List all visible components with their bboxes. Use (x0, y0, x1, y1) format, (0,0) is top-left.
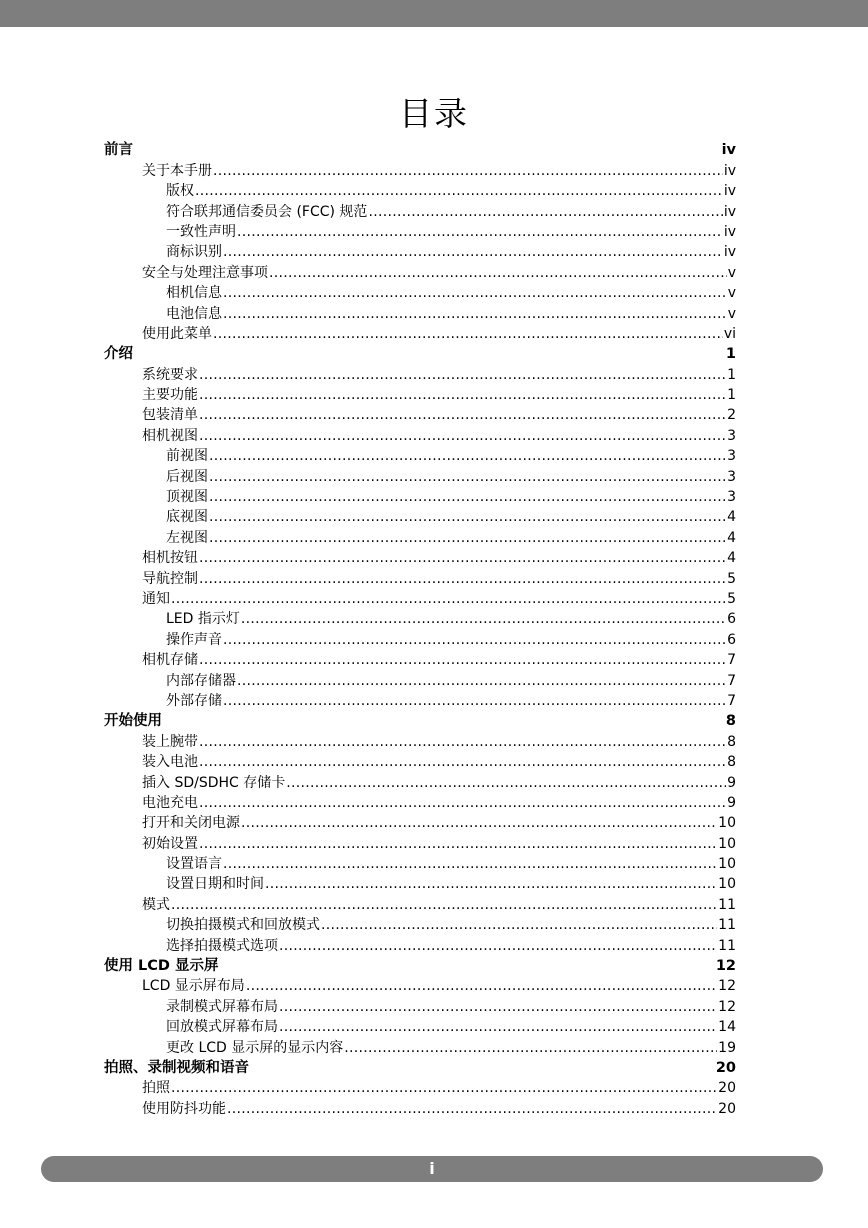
toc-entry-page: 1 (725, 346, 736, 363)
toc-entry-label: 左视图 (166, 529, 208, 546)
toc-entry-label: 选择拍摄模式选项 (166, 937, 278, 954)
toc-leader-dots (213, 161, 723, 181)
toc-entry[interactable] (104, 527, 736, 547)
toc-entry-page: 12 (718, 978, 736, 995)
toc-leader-dots (213, 324, 723, 344)
toc-entry[interactable] (104, 670, 736, 690)
toc-entry-page: 12 (715, 958, 736, 975)
toc-entry-label: 开始使用 (104, 713, 162, 730)
toc-entry[interactable] (104, 324, 736, 344)
toc-entry[interactable] (104, 568, 736, 588)
toc-entry-page: 5 (727, 570, 736, 587)
toc-leader-dots (209, 487, 726, 507)
toc-entry-label: 主要功能 (142, 387, 198, 404)
toc-leader-dots (134, 140, 721, 160)
table-of-contents (104, 140, 736, 1119)
toc-leader-dots (223, 854, 717, 874)
toc-leader-dots (171, 589, 726, 609)
toc-entry-page: 3 (727, 489, 736, 506)
toc-entry-label: 内部存储器 (166, 672, 236, 689)
toc-entry-page: 7 (727, 692, 736, 709)
toc-entry-label: 前视图 (166, 448, 208, 465)
toc-entry-label: 打开和关闭电源 (142, 815, 240, 832)
toc-entry-page: iv (723, 223, 736, 240)
toc-entry-label: 设置语言 (166, 856, 222, 873)
toc-leader-dots (199, 752, 726, 772)
toc-leader-dots (199, 426, 726, 446)
toc-leader-dots (209, 446, 726, 466)
toc-entry[interactable] (104, 731, 736, 751)
toc-entry-page: 4 (727, 509, 736, 526)
toc-entry-label: 符合联邦通信委员会 (FCC) 规范 (166, 203, 368, 220)
toc-leader-dots (321, 915, 717, 935)
toc-entry-label: 相机按钮 (142, 550, 198, 567)
toc-entry[interactable] (104, 405, 736, 425)
toc-leader-dots (199, 569, 726, 589)
toc-entry-page: 8 (727, 754, 736, 771)
toc-entry[interactable] (104, 793, 736, 813)
toc-entry-page: vi (723, 325, 736, 342)
toc-entry-page: 11 (718, 937, 736, 954)
toc-leader-dots (237, 671, 726, 691)
toc-entry-label: 回放模式屏幕布局 (166, 1019, 278, 1036)
toc-entry-label: 模式 (142, 896, 170, 913)
toc-entry-page: 6 (727, 611, 736, 628)
page-number-bar (41, 1156, 823, 1182)
toc-entry[interactable] (104, 425, 736, 445)
toc-leader-dots (163, 711, 725, 731)
toc-entry-page: 10 (718, 876, 736, 893)
toc-entry-page: v (727, 285, 736, 302)
toc-entry-page: 3 (727, 427, 736, 444)
toc-entry[interactable] (104, 466, 736, 486)
toc-entry-label: LED 指示灯 (166, 611, 240, 628)
toc-entry-label: 后视图 (166, 468, 208, 485)
toc-chapter-entry[interactable] (104, 1058, 736, 1078)
toc-leader-dots (241, 813, 717, 833)
toc-leader-dots (286, 773, 726, 793)
toc-entry-label: 使用 LCD 显示屏 (104, 958, 219, 975)
toc-entry-label: 导航控制 (142, 570, 198, 587)
toc-entry[interactable] (104, 935, 736, 955)
toc-leader-dots (199, 650, 726, 670)
toc-entry-page: 7 (727, 672, 736, 689)
toc-entry[interactable] (104, 507, 736, 527)
toc-entry[interactable] (104, 242, 736, 262)
toc-entry-page: 4 (727, 529, 736, 546)
toc-leader-dots (199, 732, 726, 752)
toc-chapter-entry[interactable] (104, 344, 736, 364)
toc-leader-dots (223, 691, 726, 711)
toc-entry-label: 拍照、录制视频和语音 (104, 1059, 249, 1076)
toc-entry-label: 电池充电 (142, 794, 198, 811)
toc-entry-label: 顶视图 (166, 489, 208, 506)
toc-entry-page: 11 (718, 896, 736, 913)
toc-entry[interactable] (104, 813, 736, 833)
toc-entry-label: 外部存储 (166, 692, 222, 709)
toc-leader-dots (241, 609, 726, 629)
toc-entry-page: 19 (718, 1039, 736, 1056)
toc-entry-label: 底视图 (166, 509, 208, 526)
toc-entry-label: LCD 显示屏布局 (142, 978, 245, 995)
toc-leader-dots (195, 181, 723, 201)
toc-leader-dots (209, 507, 726, 527)
toc-entry-page: iv (723, 183, 736, 200)
toc-entry-label: 系统要求 (142, 366, 198, 383)
toc-entry[interactable] (104, 303, 736, 323)
toc-entry[interactable] (104, 609, 736, 629)
toc-leader-dots (250, 1058, 715, 1078)
toc-entry-page: v (727, 264, 736, 281)
toc-entry[interactable] (104, 650, 736, 670)
toc-entry-page: 10 (718, 835, 736, 852)
toc-entry-page: iv (723, 203, 736, 220)
toc-entry-page: 10 (718, 815, 736, 832)
toc-leader-dots (171, 895, 717, 915)
toc-entry[interactable] (104, 446, 736, 466)
toc-leader-dots (344, 1038, 717, 1058)
toc-entry-page: iv (723, 162, 736, 179)
page-title: 目录 (399, 94, 469, 133)
toc-entry-page: 20 (718, 1100, 736, 1117)
toc-leader-dots (199, 834, 717, 854)
toc-entry[interactable] (104, 487, 736, 507)
toc-entry-page: 14 (718, 1019, 736, 1036)
toc-leader-dots (223, 283, 727, 303)
toc-entry-label: 电池信息 (166, 305, 222, 322)
toc-entry[interactable] (104, 752, 736, 772)
toc-entry[interactable] (104, 894, 736, 914)
toc-entry-label: 包装清单 (142, 407, 198, 424)
toc-entry-label: 相机存储 (142, 652, 198, 669)
toc-entry-label: 安全与处理注意事项 (142, 264, 268, 281)
toc-leader-dots (134, 344, 725, 364)
toc-entry[interactable] (104, 874, 736, 894)
toc-entry[interactable] (104, 976, 736, 996)
toc-leader-dots (209, 528, 726, 548)
toc-entry-label: 一致性声明 (166, 223, 236, 240)
toc-entry-label: 初始设置 (142, 835, 198, 852)
toc-entry-label: 关于本手册 (142, 162, 212, 179)
toc-entry[interactable] (104, 996, 736, 1016)
toc-entry[interactable] (104, 589, 736, 609)
toc-entry-label: 商标识别 (166, 244, 222, 261)
toc-entry-page: 20 (715, 1059, 736, 1076)
toc-entry-label: 拍照 (142, 1080, 170, 1097)
toc-entry-page: 1 (727, 366, 736, 383)
toc-entry[interactable] (104, 385, 736, 405)
toc-entry-label: 操作声音 (166, 631, 222, 648)
toc-leader-dots (279, 1017, 717, 1037)
toc-entry-label: 插入 SD/SDHC 存储卡 (142, 774, 286, 791)
toc-entry[interactable] (104, 548, 736, 568)
toc-leader-dots (199, 385, 726, 405)
page-number: i (429, 1159, 435, 1178)
toc-leader-dots (199, 548, 726, 568)
toc-chapter-entry[interactable] (104, 711, 736, 731)
toc-entry-label: 更改 LCD 显示屏的显示内容 (166, 1039, 344, 1056)
toc-leader-dots (199, 405, 726, 425)
toc-leader-dots (265, 874, 717, 894)
toc-leader-dots (368, 202, 722, 222)
toc-entry-page: 10 (718, 856, 736, 873)
toc-leader-dots (223, 304, 727, 324)
toc-entry[interactable] (104, 629, 736, 649)
toc-entry-page: 4 (727, 550, 736, 567)
toc-entry[interactable] (104, 854, 736, 874)
toc-entry-label: 使用防抖功能 (142, 1100, 226, 1117)
toc-leader-dots (171, 1078, 717, 1098)
header-bar (0, 0, 868, 27)
toc-entry-label: 相机信息 (166, 285, 222, 302)
toc-entry[interactable] (104, 1078, 736, 1098)
toc-entry-page: 8 (727, 733, 736, 750)
toc-leader-dots (209, 467, 726, 487)
toc-entry-page: 12 (718, 998, 736, 1015)
toc-entry-page: 11 (718, 917, 736, 934)
toc-entry-label: 装上腕带 (142, 733, 198, 750)
toc-leader-dots (199, 365, 726, 385)
toc-entry[interactable] (104, 915, 736, 935)
toc-entry-label: 前言 (104, 142, 133, 159)
toc-entry-label: 介绍 (104, 346, 133, 363)
toc-entry[interactable] (104, 833, 736, 853)
toc-leader-dots (199, 793, 726, 813)
toc-entry-label: 切换拍摄模式和回放模式 (166, 917, 320, 934)
toc-entry[interactable] (104, 1098, 736, 1118)
toc-entry-page: 8 (725, 713, 736, 730)
toc-entry-label: 装入电池 (142, 754, 198, 771)
toc-entry[interactable] (104, 691, 736, 711)
toc-leader-dots (223, 242, 723, 262)
toc-entry-page: v (727, 305, 736, 322)
toc-entry[interactable] (104, 364, 736, 384)
toc-leader-dots (223, 630, 726, 650)
toc-entry-page: 3 (727, 468, 736, 485)
toc-entry-page: iv (721, 142, 736, 159)
toc-entry-page: 6 (727, 631, 736, 648)
toc-entry-page: 1 (727, 387, 736, 404)
toc-entry-page: 20 (718, 1080, 736, 1097)
toc-entry-label: 通知 (142, 590, 170, 607)
toc-entry[interactable] (104, 283, 736, 303)
toc-entry[interactable] (104, 160, 736, 180)
toc-entry-label: 版权 (166, 183, 194, 200)
toc-leader-dots (220, 956, 715, 976)
toc-entry[interactable] (104, 201, 736, 221)
toc-leader-dots (279, 936, 717, 956)
toc-leader-dots (237, 222, 723, 242)
toc-entry-label: 设置日期和时间 (166, 876, 264, 893)
toc-entry-page: iv (723, 244, 736, 261)
toc-entry-page: 3 (727, 448, 736, 465)
toc-leader-dots (246, 976, 717, 996)
toc-entry-label: 录制模式屏幕布局 (166, 998, 278, 1015)
toc-entry-page: 9 (727, 794, 736, 811)
toc-leader-dots (227, 1099, 717, 1119)
toc-entry[interactable] (104, 222, 736, 242)
toc-entry-page: 2 (727, 407, 736, 424)
toc-entry-label: 相机视图 (142, 427, 198, 444)
toc-entry-label: 使用此菜单 (142, 325, 212, 342)
toc-entry[interactable] (104, 1037, 736, 1057)
toc-entry-page: 5 (727, 590, 736, 607)
toc-entry-page: 9 (727, 774, 736, 791)
toc-entry[interactable] (104, 181, 736, 201)
toc-entry-page: 7 (727, 652, 736, 669)
toc-chapter-entry[interactable] (104, 956, 736, 976)
toc-leader-dots (269, 263, 727, 283)
toc-entry[interactable] (104, 772, 736, 792)
toc-leader-dots (279, 997, 717, 1017)
toc-entry[interactable] (104, 262, 736, 282)
toc-entry[interactable] (104, 1017, 736, 1037)
toc-chapter-entry[interactable] (104, 140, 736, 160)
